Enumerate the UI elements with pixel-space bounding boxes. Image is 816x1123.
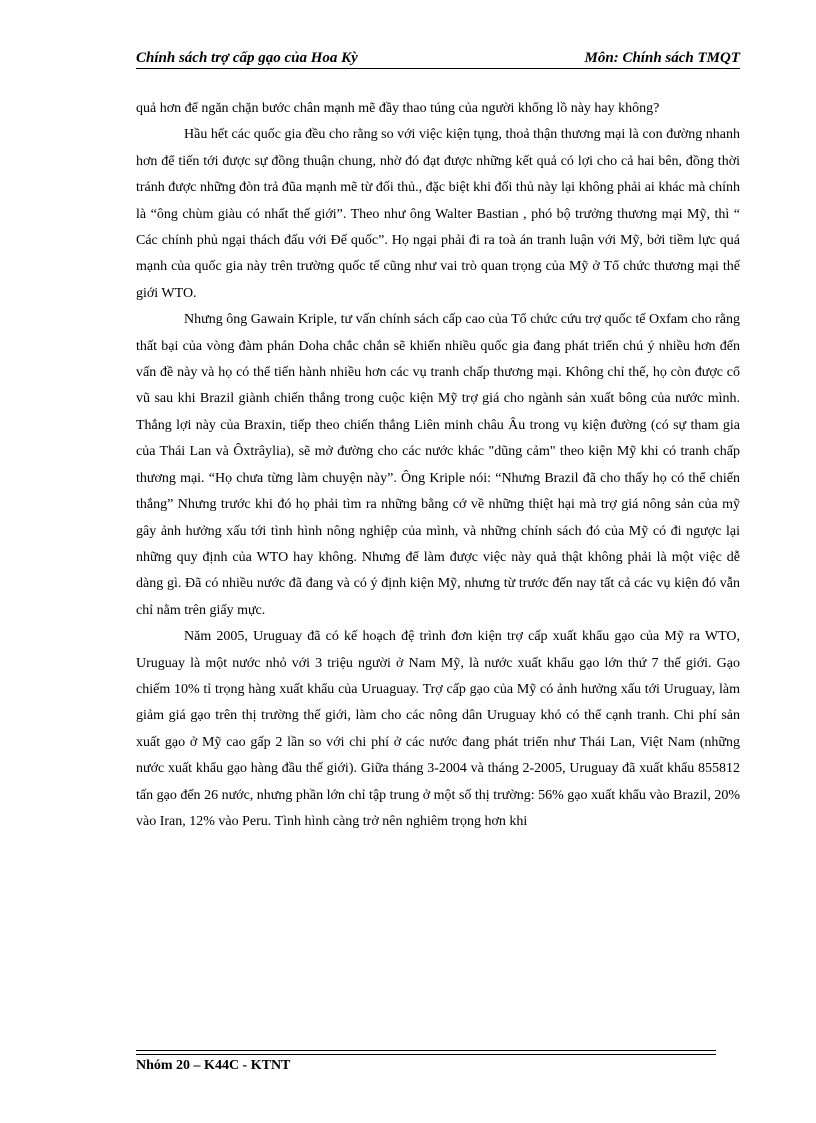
footer-divider [136, 1050, 716, 1051]
header-divider [136, 68, 740, 69]
header-title: Chính sách trợ cấp gạo của Hoa Kỳ [136, 50, 358, 66]
document-body [136, 96, 740, 835]
page-header [136, 50, 740, 70]
paragraph: Năm 2005, Uruguay đã có kế hoạch đệ trình đơn kiện trợ cấp xuất khẩu gạo của Mỹ ra WTO, Uruguay là một nước nhỏ với 3 triệu người ở Nam Mỹ, là nước xuất khẩu gạo lớn thứ 7 thế giới. Gạo chiếm 10% tỉ trọng hàng xuất khẩu của Uruaguay. Trợ cấp gạo của Mỹ có ảnh hưởng xấu tới Uruguay, làm giảm giá gạo trên thị trường thế giới, làm cho các nông dân Uruguay khó có thể cạnh tranh. Chi phí sản xuất gạo ở Mỹ cao gấp 2 lần so với chi phí ở các nước đang phát triển như Thái Lan, Việt Nam (những nước xuất khẩu gạo hàng đầu thế giới). Giữa tháng 3-2004 và tháng 2-2005, Uruguay đã xuất khẩu 855812 tấn gạo đến 26 nước, nhưng phần lớn chỉ tập trung ở một số thị trường: 56% gạo xuất khẩu vào Brazil, 20% vào Iran, 12% vào Peru. Tình hình càng trở nên nghiêm trọng hơn khi [136, 629, 740, 829]
header-subject: Môn: Chính sách TMQT [584, 50, 740, 66]
paragraph-continuation: quả hơn để ngăn chặn bước chân mạnh mẽ đầy thao túng của người khổng lồ này hay không? [136, 101, 660, 116]
footer-divider-thin [136, 1054, 716, 1055]
page-footer: Nhóm 20 – K44C - KTNT [136, 1058, 291, 1073]
paragraph: Nhưng ông Gawain Kriple, tư vấn chính sách cấp cao của Tổ chức cứu trợ quốc tế Oxfam cho rằng thất bại của vòng đàm phán Doha chắc chắn sẽ khiến nhiều quốc gia đang phát triển chú ý nhiều hơn đến vấn đề này và họ có thể tiến hành nhiều hơn các vụ tranh chấp thương mại. Không chỉ thế, họ còn được cổ vũ sau khi Brazil giành chiến thắng trong cuộc kiện Mỹ trợ giá cho ngành sản xuất bông của nước mình. Thắng lợi này của Braxin, tiếp theo chiến thắng Liên minh châu Âu trong vụ kiện đường (có sự tham gia của Thái Lan và Ôxtrâylia), sẽ mở đường cho các nước khác "dũng cảm" theo kiện Mỹ khi có tranh chấp thương mại. “Họ chưa từng làm chuyện này”. Ông Kriple nói: “Nhưng Brazil đã cho thấy họ có thể chiến thắng” Nhưng trước khi đó họ phải tìm ra những bằng cớ về những thiệt hại mà trợ giá nông sản của mỹ gây ảnh hưởng xấu tới tình hình nông nghiệp của mình, và những chính sách đó của Mỹ có đi ngược lại những quy định của WTO hay không. Nhưng để làm được việc này quả thật không phải là một việc dễ dàng gì. Đã có nhiều nước đã đang và có ý định kiện Mỹ, nhưng từ trước đến nay tất cả các vụ kiện đó vẫn chỉ nằm trên giấy mực. [136, 312, 740, 618]
paragraph: Hầu hết các quốc gia đều cho rằng so với việc kiện tụng, thoả thận thương mại là con đường nhanh hơn để tiến tới được sự đồng thuận chung, nhờ đó đạt được những kết quả có lợi cho cả hai bên, đồng thời tránh được những đòn trả đũa mạnh mẽ từ đối thủ., đặc biệt khi đối thủ này lại không phải ai khác mà chính là “ông chùm giàu có nhất thế giới”. Theo như ông Walter Bastian , phó bộ trưởng thương mại Mỹ, thì “ Các chính phủ ngại thách đấu với Đế quốc”. Họ ngại phải đi ra toà án tranh luận với Mỹ, bởi tiềm lực quá mạnh của quốc gia này trên trường quốc tế cũng như vai trò quan trọng của Mỹ ở Tổ chức thương mại thế giới WTO. [136, 127, 740, 301]
